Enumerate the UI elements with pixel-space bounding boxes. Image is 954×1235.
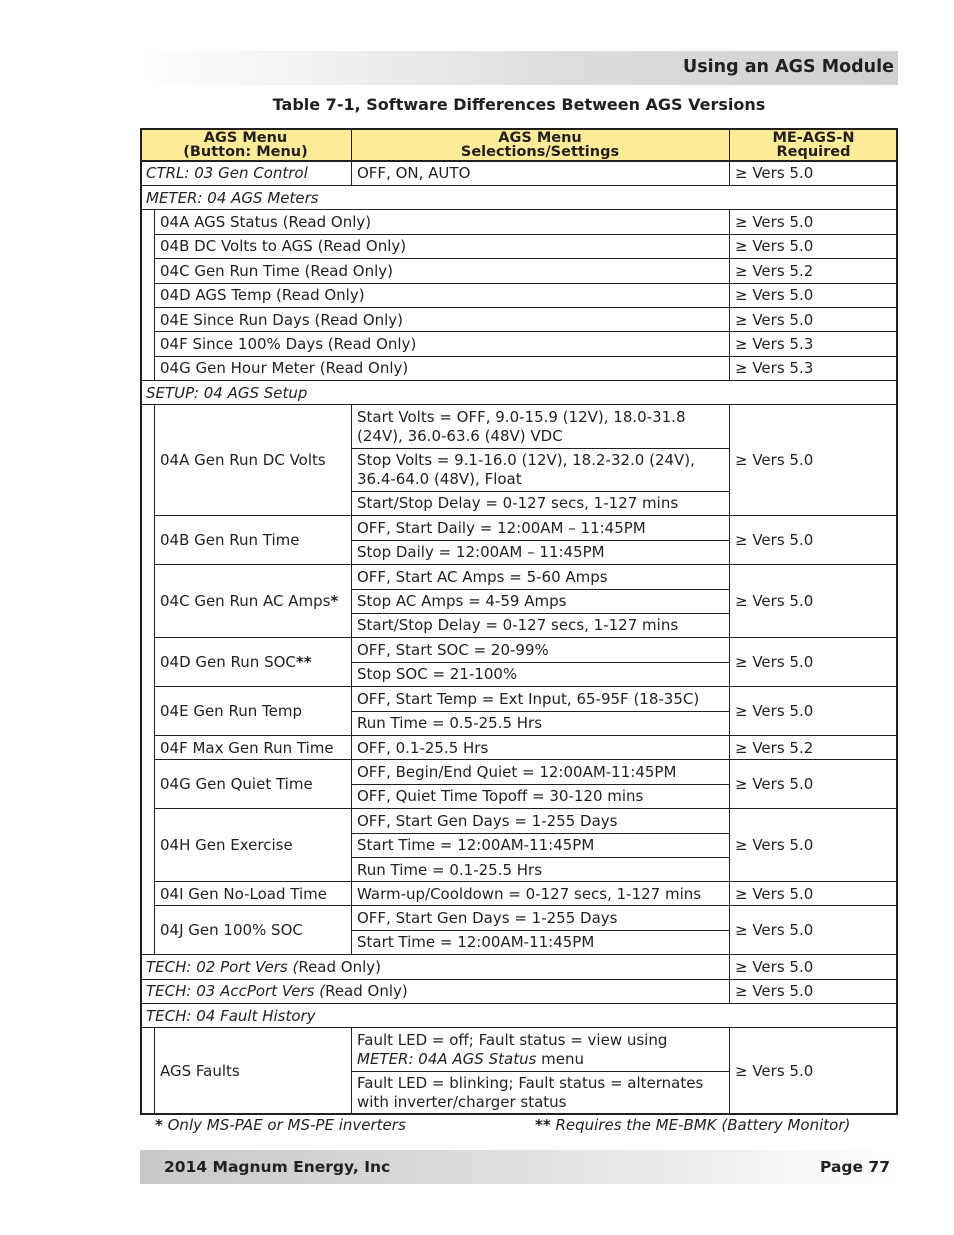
table-rule <box>140 1003 898 1004</box>
table-rule <box>140 185 898 186</box>
setup-item-required: ≥ Vers 5.0 <box>735 775 814 793</box>
setup-setting: Run Time = 0.5-25.5 Hrs <box>357 713 543 732</box>
setup-setting: Run Time = 0.1-25.5 Hrs <box>357 860 543 879</box>
setup-setting: Stop Daily = 12:00AM – 11:45PM <box>357 542 605 561</box>
fault-setting-menu-ref: METER: 04A AGS Status <box>357 1049 537 1068</box>
setup-setting: OFF, Start SOC = 20-99% <box>357 640 549 659</box>
table-rule <box>154 686 898 687</box>
setup-setting: OFF, Quiet Time Topoff = 30-120 mins <box>357 786 644 805</box>
footnote-two <box>535 1116 850 1134</box>
table-rule <box>154 905 898 906</box>
table-rule <box>154 404 155 955</box>
tech-accport-required: ≥ Vers 5.0 <box>735 981 814 1000</box>
table-rule <box>154 1027 155 1115</box>
meter-row-required: ≥ Vers 5.3 <box>735 358 814 377</box>
footnote-one <box>155 1116 406 1134</box>
table-rule <box>351 1071 729 1072</box>
footer-company: 2014 Magnum Energy, Inc <box>164 1158 391 1176</box>
setup-item-label: 04E Gen Run Temp <box>160 702 302 720</box>
table-rule <box>729 1027 730 1115</box>
setup-setting: Start/Stop Delay = 0-127 secs, 1-127 mins <box>357 493 679 512</box>
meter-row-required: ≥ Vers 5.3 <box>735 334 814 353</box>
tech-accport-vers <box>140 979 729 1003</box>
table-border <box>896 128 898 1115</box>
table-rule <box>351 128 352 186</box>
table-rule <box>729 128 730 186</box>
setup-setting: Warm-up/Cooldown = 0-127 secs, 1-127 mins <box>357 884 702 903</box>
tech-port-vers-plain: Read Only) <box>298 957 381 976</box>
meter-row: 04C Gen Run Time (Read Only) <box>160 261 393 280</box>
ags-faults-setting-blinking: Fault LED = blinking; Fault status = alternates with inverter/charger status <box>357 1073 704 1111</box>
setup-item-required: ≥ Vers 5.0 <box>735 884 814 903</box>
table-border <box>140 160 898 162</box>
table-rule <box>351 404 352 955</box>
table-rule <box>351 1027 352 1115</box>
setup-setting: OFF, Start Gen Days = 1-255 Days <box>357 811 618 830</box>
setup-item-required: ≥ Vers 5.0 <box>735 450 814 469</box>
table-border <box>140 1113 898 1115</box>
col-header-settings: AGS Menu Selections/Settings <box>351 128 729 161</box>
tech-accport-vers-italic: TECH: 03 AccPort Vers ( <box>146 981 326 1000</box>
footnote-two-text: Requires the ME-BMK (Battery Monitor) <box>550 1116 851 1134</box>
meter-row-required: ≥ Vers 5.0 <box>735 236 814 255</box>
footnote-marker: * <box>330 592 339 610</box>
table-rule <box>154 307 898 308</box>
setup-item-required: ≥ Vers 5.2 <box>735 738 814 757</box>
table-rule <box>140 380 898 381</box>
table-border <box>140 128 898 130</box>
table-rule <box>154 881 898 882</box>
table-rule <box>351 613 729 614</box>
tech-fault-title: TECH: 04 Fault History <box>146 1006 316 1025</box>
meter-row: 04B DC Volts to AGS (Read Only) <box>160 236 407 255</box>
setup-item-required: ≥ Vers 5.0 <box>735 592 814 610</box>
setup-item-required: ≥ Vers 5.0 <box>735 836 814 854</box>
meter-row: 04E Since Run Days (Read Only) <box>160 310 404 329</box>
setup-setting: Stop AC Amps = 4-59 Amps <box>357 591 567 610</box>
table-rule <box>140 1027 898 1028</box>
table-rule <box>140 954 898 955</box>
meter-row-required: ≥ Vers 5.0 <box>735 310 814 329</box>
table-rule <box>351 448 729 449</box>
footnote-marker: ** <box>295 653 312 671</box>
table-rule <box>154 283 898 284</box>
table-rule <box>351 833 729 834</box>
table-rule <box>154 564 898 565</box>
setup-item-label <box>154 638 351 687</box>
setup-item-label: 04G Gen Quiet Time <box>160 775 313 793</box>
setup-item-label: 04J Gen 100% SOC <box>160 921 303 939</box>
meter-row: 04D AGS Temp (Read Only) <box>160 285 365 304</box>
section-title: Using an AGS Module <box>683 57 894 77</box>
table-rule <box>351 491 729 492</box>
table-rule <box>154 759 898 760</box>
table-rule <box>140 209 898 210</box>
col-header-menu: AGS Menu (Button: Menu) <box>140 128 351 161</box>
setup-setting: OFF, Start Temp = Ext Input, 65-95F (18-35C) <box>357 689 700 708</box>
setup-setting: OFF, Begin/End Quiet = 12:00AM-11:45PM <box>357 762 677 781</box>
table-rule <box>729 209 730 381</box>
table-rule <box>351 540 729 541</box>
table-rule <box>729 404 730 955</box>
tech-port-vers-italic: TECH: 02 Port Vers ( <box>146 957 299 976</box>
setup-section-title: SETUP: 04 AGS Setup <box>146 383 308 402</box>
table-rule <box>154 209 155 381</box>
table-rule <box>351 930 729 931</box>
table-rule <box>351 589 729 590</box>
table-rule <box>154 331 898 332</box>
table-rule <box>351 662 729 663</box>
setup-item-required: ≥ Vers 5.0 <box>735 653 814 671</box>
setup-item-label: 04I Gen No-Load Time <box>160 884 327 903</box>
setup-item-required: ≥ Vers 5.0 <box>735 530 814 549</box>
ags-faults-required: ≥ Vers 5.0 <box>735 1061 814 1080</box>
setup-item-required: ≥ Vers 5.0 <box>735 702 814 720</box>
page-footer-band <box>140 1150 898 1184</box>
table-rule <box>154 258 898 259</box>
table-rule <box>140 979 898 980</box>
footnote-one-marker: * <box>155 1116 163 1134</box>
setup-setting: OFF, Start Daily = 12:00AM – 11:45PM <box>357 518 646 537</box>
setup-setting: Start/Stop Delay = 0-127 secs, 1-127 mins <box>357 615 679 634</box>
table-rule <box>140 404 898 405</box>
setup-item-label-text: 04C Gen Run AC Amps <box>160 592 331 610</box>
ctrl-required: ≥ Vers 5.0 <box>735 163 814 182</box>
ags-versions-table <box>140 128 898 1115</box>
fault-setting-text: Fault LED = off; Fault status = view using <box>357 1030 668 1049</box>
fault-setting-menu-word: menu <box>536 1049 585 1068</box>
ctrl-menu: CTRL: 03 Gen Control <box>146 163 308 182</box>
setup-setting: Start Volts = OFF, 9.0-15.9 (12V), 18.0-31.8 (24V), 36.0-63.6 (48V) VDC <box>357 407 686 445</box>
setup-setting: Stop Volts = 9.1-16.0 (12V), 18.2-32.0 (24V), 36.4-64.0 (48V), Float <box>357 450 695 488</box>
tech-accport-vers-plain: Read Only) <box>325 981 408 1000</box>
page-header-band <box>140 51 898 85</box>
footnote-two-marker: ** <box>535 1116 551 1134</box>
table-rule <box>154 808 898 809</box>
col-header-required: ME-AGS-N Required <box>729 128 898 161</box>
meter-row-required: ≥ Vers 5.0 <box>735 212 814 231</box>
setup-setting: OFF, 0.1-25.5 Hrs <box>357 738 489 757</box>
meter-row: 04F Since 100% Days (Read Only) <box>160 334 417 353</box>
setup-setting: OFF, Start AC Amps = 5-60 Amps <box>357 567 608 586</box>
setup-setting: OFF, Start Gen Days = 1-255 Days <box>357 908 618 927</box>
footnote-one-text: Only MS-PAE or MS-PE inverters <box>162 1116 406 1134</box>
setup-item-required: ≥ Vers 5.0 <box>735 921 814 939</box>
footer-page-number: Page 77 <box>820 1158 890 1176</box>
ags-faults-setting-off <box>351 1028 729 1071</box>
meter-row-required: ≥ Vers 5.2 <box>735 261 814 280</box>
meter-section-title: METER: 04 AGS Meters <box>146 188 319 207</box>
table-rule <box>154 356 898 357</box>
setup-item-label: 04H Gen Exercise <box>160 836 293 854</box>
setup-item-label-text: 04D Gen Run SOC <box>160 653 296 671</box>
tech-port-vers <box>140 955 729 979</box>
setup-item-label: 04B Gen Run Time <box>160 530 300 549</box>
meter-row: 04G Gen Hour Meter (Read Only) <box>160 358 409 377</box>
setup-item-label: 04F Max Gen Run Time <box>160 738 334 757</box>
setup-item-label <box>154 565 351 638</box>
table-rule <box>154 234 898 235</box>
table-rule <box>351 857 729 858</box>
meter-row: 04A AGS Status (Read Only) <box>160 212 372 231</box>
setup-item-label: 04A Gen Run DC Volts <box>160 450 326 469</box>
table-title: Table 7-1, Software Differences Between AGS Versions <box>272 95 766 114</box>
setup-setting: Start Time = 12:00AM-11:45PM <box>357 932 595 951</box>
setup-setting: Start Time = 12:00AM-11:45PM <box>357 835 595 854</box>
ags-faults-label: AGS Faults <box>160 1061 240 1080</box>
table-rule <box>154 515 898 516</box>
tech-port-required: ≥ Vers 5.0 <box>735 957 814 976</box>
table-rule <box>351 711 729 712</box>
table-rule <box>154 735 898 736</box>
setup-setting: Stop SOC = 21-100% <box>357 664 518 683</box>
meter-row-required: ≥ Vers 5.0 <box>735 285 814 304</box>
table-border <box>140 128 142 1115</box>
ctrl-settings: OFF, ON, AUTO <box>357 163 471 182</box>
table-rule <box>729 954 730 1004</box>
table-rule <box>154 637 898 638</box>
table-rule <box>351 784 729 785</box>
